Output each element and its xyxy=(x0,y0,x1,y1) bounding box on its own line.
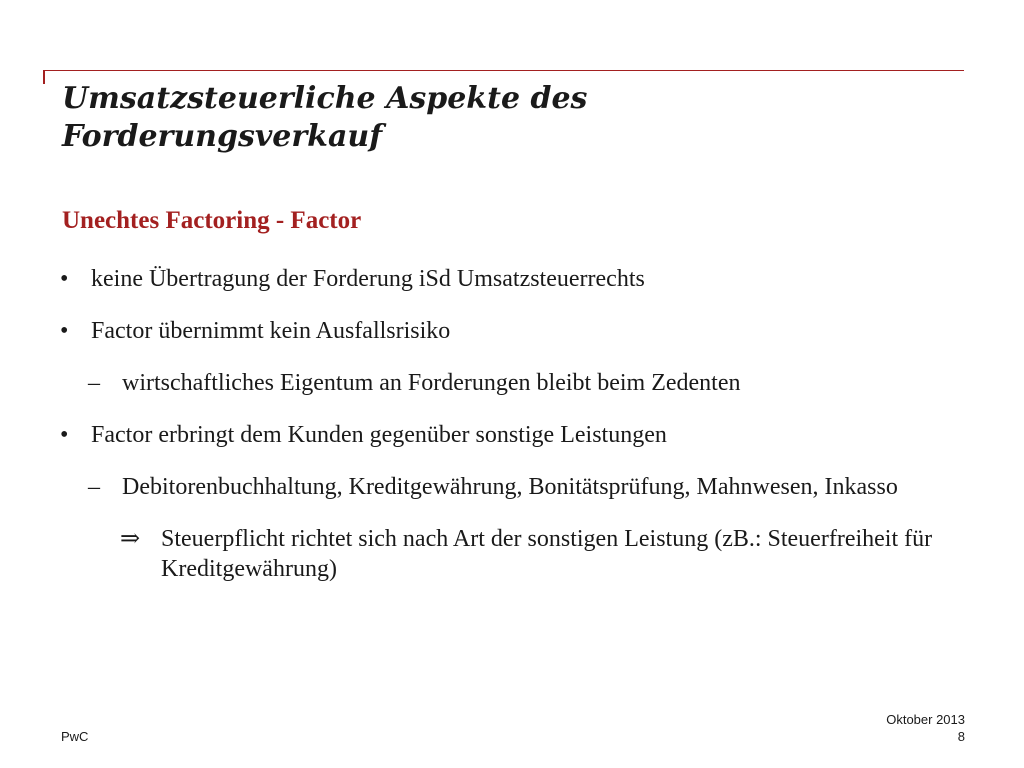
slide-subtitle: Unechtes Factoring - Factor xyxy=(62,207,362,234)
header-rule-mark xyxy=(43,70,45,84)
footer-date: Oktober 2013 xyxy=(886,712,965,727)
bullet-marker: • xyxy=(60,422,69,448)
implies-arrow-icon: ⇒ xyxy=(120,526,141,552)
bullet-marker: • xyxy=(60,318,69,344)
sub-bullet-text: Debitorenbuchhaltung, Kreditgewährung, Bonitätsprüfung, Mahnwesen, Inkasso xyxy=(122,474,898,500)
sub-bullet-text: wirtschaftliches Eigentum an Forderungen bleibt beim Zedenten xyxy=(122,370,741,396)
sub-bullet-item xyxy=(60,472,960,502)
slide-title xyxy=(62,80,962,156)
bullet-item xyxy=(60,264,960,294)
slide-title-line-1: Umsatzsteuerliche Aspekte des xyxy=(62,81,588,116)
bullet-marker: • xyxy=(60,266,69,292)
dash-marker: – xyxy=(88,370,100,396)
slide-title-line-2: Forderungsverkauf xyxy=(62,119,383,154)
page-number: 8 xyxy=(957,729,965,744)
bullet-list xyxy=(60,264,960,584)
header-rule xyxy=(44,70,964,71)
conclusion-item xyxy=(60,524,960,584)
bullet-text: keine Übertragung der Forderung iSd Umsatzsteuerrechts xyxy=(91,266,645,292)
sub-bullet-item xyxy=(60,368,960,398)
bullet-item xyxy=(60,420,960,450)
bullet-text: Factor übernimmt kein Ausfallsrisiko xyxy=(91,318,451,344)
bullet-text: Factor erbringt dem Kunden gegenüber sonstige Leistungen xyxy=(91,422,667,448)
dash-marker: – xyxy=(88,474,100,500)
footer-company: PwC xyxy=(61,729,89,744)
conclusion-text: Steuerpflicht richtet sich nach Art der sonstigen Leistung (zB.: Steuerfreiheit für Kreditgewährung) xyxy=(161,526,933,582)
bullet-item xyxy=(60,316,960,346)
